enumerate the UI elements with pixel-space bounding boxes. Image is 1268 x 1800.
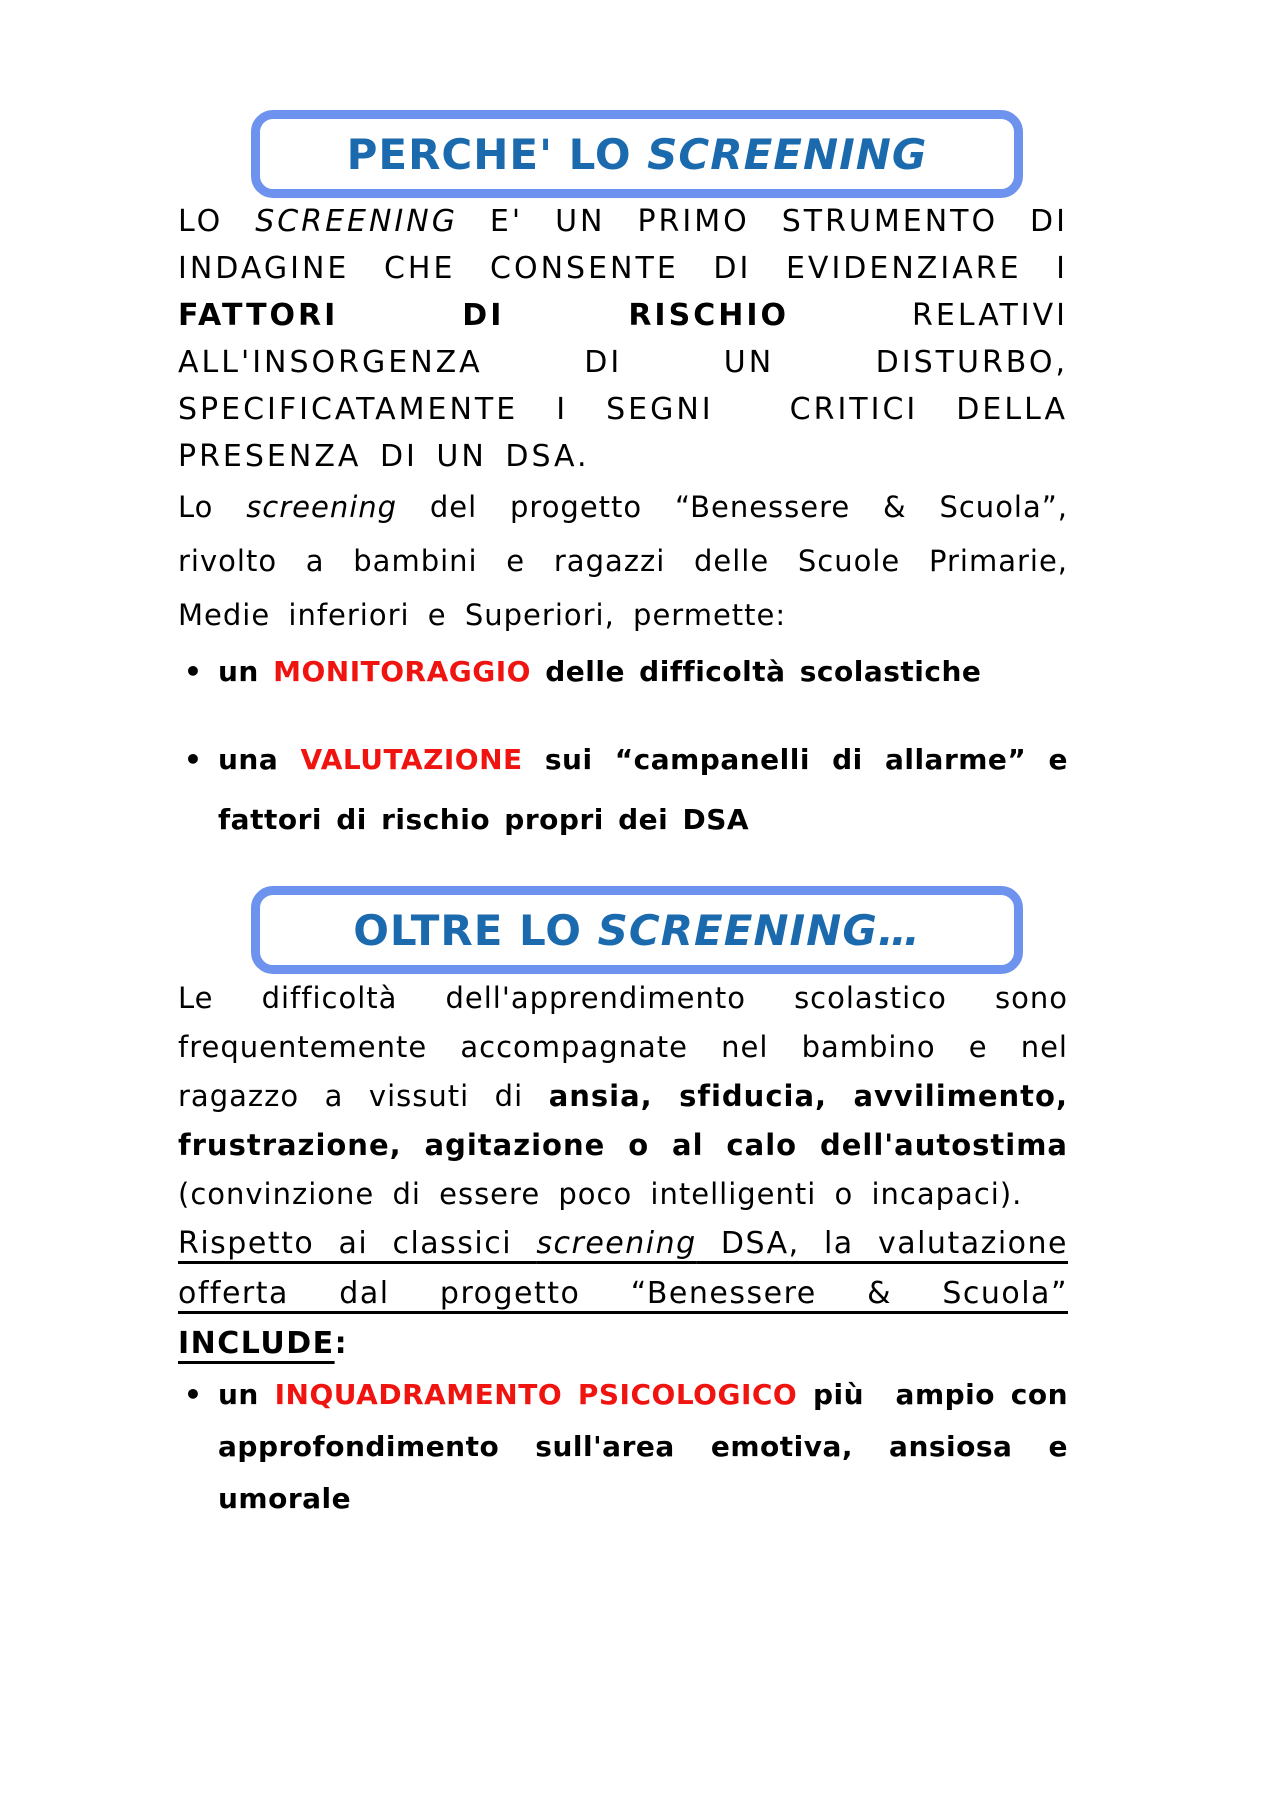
page-content — [178, 0, 1068, 1525]
underlined-text-wrap — [178, 1226, 1068, 1361]
bullet-item-valutazione — [178, 730, 1068, 850]
bullet-dot: • — [184, 1378, 203, 1411]
text-segment: sui “campanelli di allarme” e fattori di rischio propri dei DSA — [218, 743, 1068, 836]
title-text: OLTRE LO — [353, 905, 598, 955]
bullet-list-include — [178, 1369, 1068, 1525]
title-text: PERCHE' LO — [346, 129, 648, 179]
paragraph-screening-definition — [178, 198, 1068, 480]
bullet-dot: • — [184, 743, 203, 776]
text-segment-red-valutazione: VALUTAZIONE — [300, 743, 523, 776]
text-segment: un — [218, 1378, 275, 1411]
bullet-dot: • — [184, 655, 203, 688]
text-segment-bold-include: INCLUDE — [178, 1326, 335, 1361]
text-segment-bold-vissuti: ansia, sfiducia, avvilimento, frustrazione, agitazione o al calo dell'autostima — [178, 1079, 1068, 1162]
text-segment: più ampio con approfondimento sull'area emotiva, ansiosa e umorale — [218, 1378, 1069, 1515]
bullet-item-monitoraggio — [178, 642, 1068, 702]
paragraph-rispetto-classici-screening — [178, 1219, 1068, 1369]
text-segment: RELATIVI ALL'INSORGENZA DI UN DISTURBO, SPECIFICATAMENTE I SEGNI CRITICI DELLA PRESENZA DI UN DSA. — [178, 298, 1069, 474]
text-segment: un — [218, 655, 274, 688]
text-segment-italic: screening — [246, 490, 398, 524]
text-segment: una — [218, 743, 301, 776]
text-segment: Lo — [178, 490, 247, 524]
text-segment: del progetto “Benessere & Scuola”, rivolto a bambini e ragazzi delle Scuole Primarie, Medie inferiori e Superiori, permette: — [178, 490, 1069, 632]
section-title-oltre-lo-screening — [353, 906, 921, 955]
text-segment: Le difficoltà dell'apprendimento scolastico sono frequentemente accompagnate nel bambino e nel ragazzo a vissuti di — [178, 981, 1068, 1113]
text-segment: E' UN PRIMO STRUMENTO DI INDAGINE CHE CONSENTE DI EVIDENZIARE I — [178, 204, 1069, 286]
paragraph-difficolta-apprendimento — [178, 974, 1068, 1219]
paragraph-progetto-benessere-scuola — [178, 480, 1068, 642]
text-segment: LO — [178, 204, 256, 239]
text-segment-bold-fattori-di-rischio: FATTORI DI RISCHIO — [178, 298, 789, 333]
text-segment: (convinzione di essere poco intelligenti o incapaci). — [178, 1177, 1023, 1211]
text-segment-italic: screening — [536, 1226, 697, 1261]
text-segment-colon: : — [334, 1326, 349, 1361]
text-segment-red-monitoraggio: MONITORAGGIO — [273, 655, 531, 688]
title-box-oltre-lo-screening — [251, 886, 1023, 974]
text-segment: Rispetto ai classici — [178, 1226, 537, 1261]
text-segment-red-inquadramento: INQUADRAMENTO PSICOLOGICO — [274, 1378, 798, 1411]
bullet-item-inquadramento-psicologico — [178, 1369, 1068, 1525]
title-italic-text: SCREENING… — [597, 905, 921, 955]
text-segment: delle difficoltà scolastiche — [530, 655, 982, 688]
text-segment-italic: SCREENING — [255, 204, 458, 239]
text-segment: DSA, la valutazione offerta dal progetto “Benessere & Scuola” — [178, 1226, 1068, 1311]
section-title-perche-lo-screening — [347, 130, 928, 179]
title-italic-text: SCREENING — [647, 129, 928, 179]
title-box-perche-lo-screening — [251, 110, 1023, 198]
bullet-list-screening-benefits — [178, 642, 1068, 850]
